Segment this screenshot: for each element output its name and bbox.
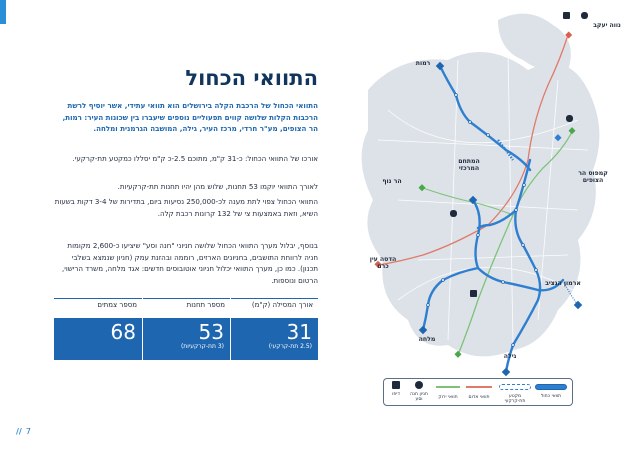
corner-accent	[0, 0, 6, 24]
legend-parking	[406, 381, 432, 402]
map-label-malha: מלחה	[418, 336, 436, 343]
legend-depot-label: דיפו	[392, 392, 400, 397]
route-map	[338, 0, 640, 420]
map-label-neve-yaakov: נווה יעקב	[593, 22, 621, 29]
intro-paragraph: התוואי הכחול של הרכבת הקלה בירושלים הוא תוואי עתידי, אשר יוסיף לרשת הרכבות הקלות שלושה קווים תפעוליים נוספים שיעברו בין שכונות העיר: רמות, הר הצופים, מע"ר חרדי, מרכז העיר, גילה, המושבה הגרמנית ומלחה.	[62, 101, 318, 134]
parking-icon	[415, 381, 423, 389]
map-label-har-nof: הר נוף	[382, 178, 402, 185]
stat-note: (2.5 תת-קרקעי)	[268, 343, 312, 350]
legend-underground-label: מקטע תת-קרקעי	[504, 394, 526, 404]
stat-body	[54, 318, 142, 360]
page-title: התוואי הכחול	[185, 66, 318, 90]
stat-value: 68	[110, 320, 136, 344]
map-label-hamatcha: המתחם המרכזי	[458, 158, 480, 172]
stat-body	[143, 318, 230, 360]
stat-label: אורך המסילה (ק"מ)	[231, 298, 318, 318]
legend-underground	[498, 381, 532, 404]
map-label-gilo: גילה	[503, 353, 517, 360]
stat-stations	[142, 298, 230, 360]
map-label-campus: קמפוס הר הצופים	[578, 170, 608, 184]
legend-blue	[534, 381, 568, 399]
stats-table	[54, 298, 318, 360]
ridership-paragraph: התוואי הכחול צפוי לתת מענה לכ-250,000 נסיעות ביום, בתדירות של 3-4 דקות בשעות השיא, וזאת באמצעות צי של 132 קרונות רכבת קלה.	[54, 197, 318, 218]
stat-value: 31	[286, 320, 312, 344]
parking-paragraph: בנוסף, יבלול מערך התוואי הכחול שלושה חניוני "חנה וסע" שיציעו כ-2,600 מקומות חניה לרווחת התושבים, בחניונים הארזים, רוממה ובהזנת עמק (חניון שנמצא בשלבי תכנון). כמו כן, מערך התוואי יכלול חניוני אוטובוסים חדשים: אגד מלחה, משרד הרישוי, הרטום ונוספות.	[62, 241, 318, 285]
stat-label: מספר תחנות	[143, 298, 230, 318]
legend-blue-label: תוואי כחול	[540, 394, 562, 399]
stat-label: מספר צמתים	[54, 298, 142, 318]
page-number: 7	[25, 427, 31, 436]
map-label-ramot: רמות	[415, 60, 431, 67]
map-label-armon: ארמון הנציב	[545, 280, 581, 287]
stations-paragraph: לאורך התוואי יוקמו 53 תחנות, שלוש מהן יהיו תחנות תת-קרקעיות.	[117, 182, 318, 191]
legend-red-label: תוואי אדום	[468, 394, 490, 400]
legend-parking-label: חניון חנה וסע	[410, 392, 428, 402]
depot-icon	[392, 381, 400, 389]
map-label-hadassah: הדסה עין כרם	[369, 256, 397, 270]
legend-green	[434, 381, 462, 400]
legend-red	[464, 381, 494, 400]
legend-green-label: תוואי ירוק	[438, 394, 458, 400]
stat-track-length	[230, 298, 318, 360]
map-legend	[383, 378, 573, 406]
stat-value: 53	[198, 320, 224, 344]
stat-body	[231, 318, 318, 360]
length-paragraph: אורכו של התוואי הכחול: כ-31 ק"מ, מתוכם 2.5-כ ק"מ יסללו כמקטע תת-קרקעי.	[72, 154, 318, 163]
stat-junctions	[54, 298, 142, 360]
stat-note: (3 תת-קרקעיות)	[180, 343, 224, 350]
page-bars-icon: //	[16, 427, 22, 436]
page-footer	[16, 427, 31, 436]
legend-depot	[386, 381, 406, 397]
